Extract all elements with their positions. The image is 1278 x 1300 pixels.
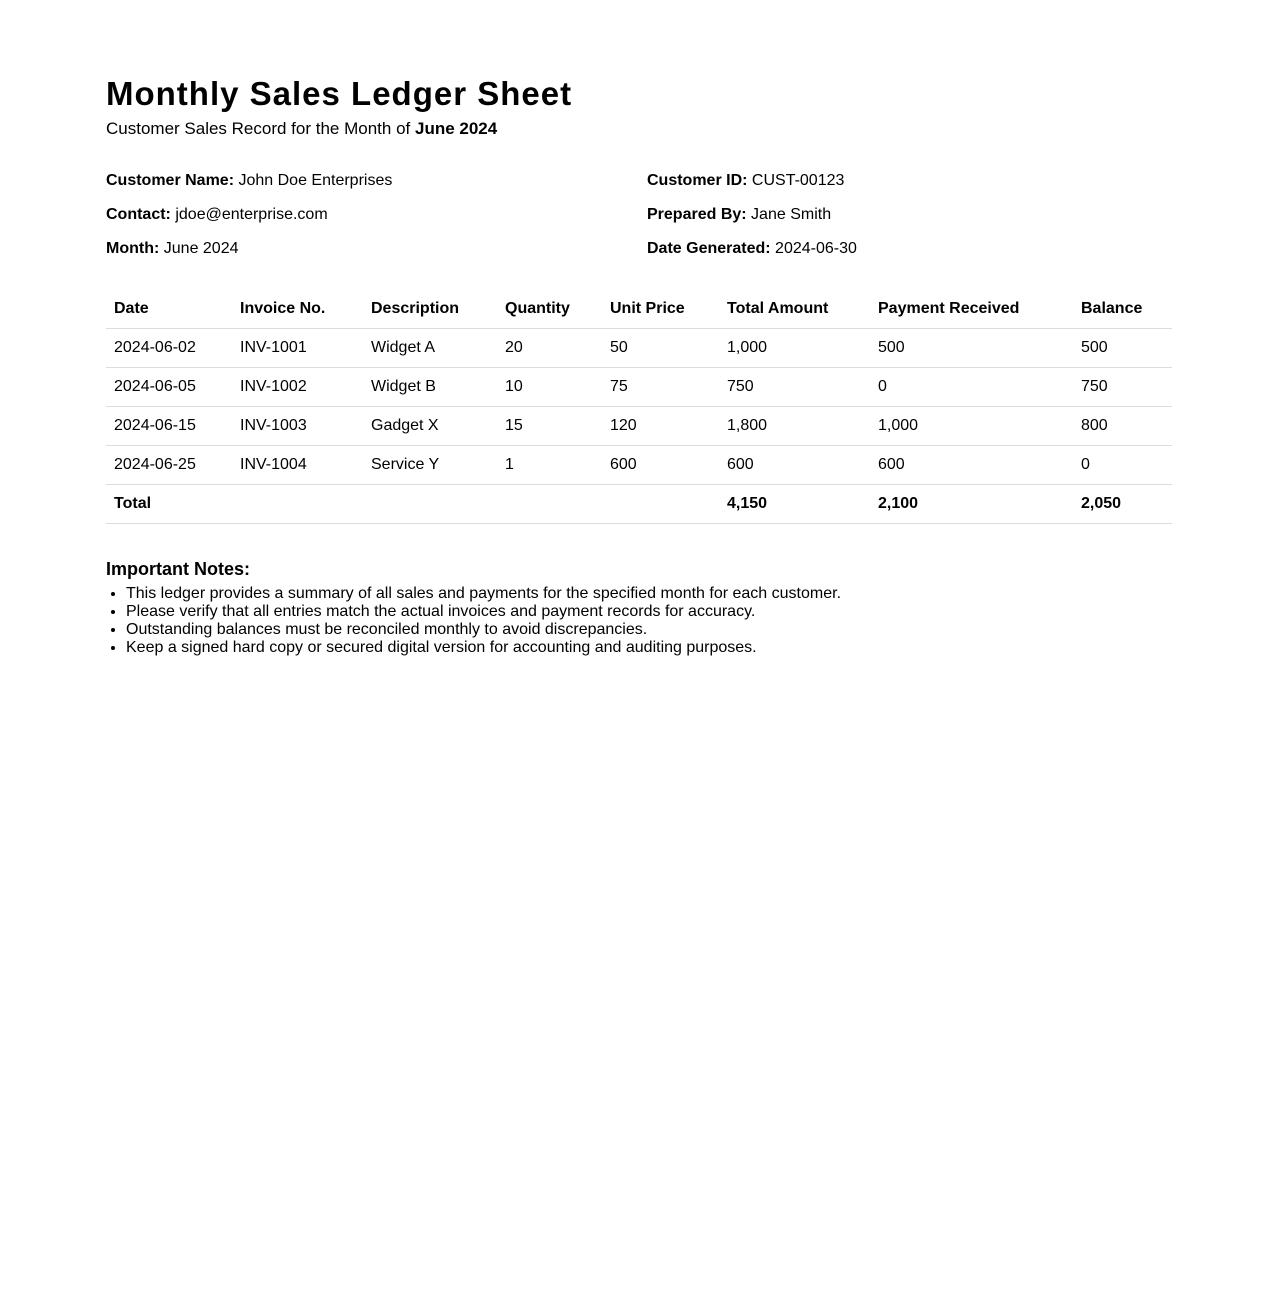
cell-description: Service Y bbox=[363, 446, 497, 485]
table-row bbox=[106, 329, 1172, 368]
cell-unit-price: 120 bbox=[602, 407, 719, 446]
date-generated-value: 2024-06-30 bbox=[775, 240, 857, 257]
contact-value: jdoe@enterprise.com bbox=[175, 206, 328, 223]
table-row bbox=[106, 407, 1172, 446]
notes-list bbox=[106, 585, 1172, 657]
cell-description: Widget A bbox=[363, 329, 497, 368]
contact-field bbox=[106, 204, 647, 226]
list-item: • Please verify that all entries match the actual invoices and payment records for accuracy. bbox=[126, 603, 1172, 621]
notes-heading: Important Notes: bbox=[106, 559, 250, 579]
cell-invoice: INV-1003 bbox=[232, 407, 363, 446]
cell-quantity: 10 bbox=[497, 368, 602, 407]
cell-description: Widget B bbox=[363, 368, 497, 407]
list-item: • This ledger provides a summary of all sales and payments for the specified month for each customer. bbox=[126, 585, 1172, 603]
total-amount-sum: 4,150 bbox=[719, 485, 870, 524]
subtitle-month: June 2024 bbox=[414, 119, 498, 138]
date-generated-label: Date Generated: bbox=[647, 240, 771, 257]
subtitle-text: Customer Sales Record for the Month of bbox=[106, 119, 411, 138]
customer-info bbox=[106, 170, 1172, 260]
customer-id-value: CUST-00123 bbox=[751, 172, 845, 189]
column-header-balance: Balance bbox=[1073, 290, 1172, 329]
cell-payment-received: 0 bbox=[870, 368, 1073, 407]
page-subtitle bbox=[106, 118, 1172, 140]
cell-unit-price: 600 bbox=[602, 446, 719, 485]
cell-unit-price: 75 bbox=[602, 368, 719, 407]
month-field bbox=[106, 238, 647, 260]
page-title: Monthly Sales Ledger Sheet bbox=[106, 75, 573, 112]
contact-label: Contact: bbox=[106, 206, 171, 223]
customer-id-label: Customer ID: bbox=[647, 172, 748, 189]
cell-total-amount: 1,000 bbox=[719, 329, 870, 368]
cell-payment-received: 500 bbox=[870, 329, 1073, 368]
cell-description: Gadget X bbox=[363, 407, 497, 446]
prepared-by-label: Prepared By: bbox=[647, 206, 747, 223]
total-row bbox=[106, 485, 1172, 524]
month-value: June 2024 bbox=[163, 240, 239, 257]
column-header-unit-price: Unit Price bbox=[602, 290, 719, 329]
column-header-payment-received: Payment Received bbox=[870, 290, 1073, 329]
list-item: • Outstanding balances must be reconciled monthly to avoid discrepancies. bbox=[126, 621, 1172, 639]
customer-name-value: John Doe Enterprises bbox=[238, 172, 393, 189]
cell-date: 2024-06-25 bbox=[106, 446, 232, 485]
customer-id-field bbox=[647, 170, 1172, 192]
cell-balance: 0 bbox=[1073, 446, 1172, 485]
total-label: Total bbox=[106, 485, 719, 524]
cell-invoice: INV-1001 bbox=[232, 329, 363, 368]
cell-date: 2024-06-15 bbox=[106, 407, 232, 446]
cell-quantity: 1 bbox=[497, 446, 602, 485]
prepared-by-value: Jane Smith bbox=[751, 206, 832, 223]
table-header-row bbox=[106, 290, 1172, 329]
list-item: • Keep a signed hard copy or secured digital version for accounting and auditing purposes. bbox=[126, 639, 1172, 657]
cell-quantity: 20 bbox=[497, 329, 602, 368]
cell-total-amount: 1,800 bbox=[719, 407, 870, 446]
cell-total-amount: 750 bbox=[719, 368, 870, 407]
cell-balance: 500 bbox=[1073, 329, 1172, 368]
column-header-invoice: Invoice No. bbox=[232, 290, 363, 329]
column-header-description: Description bbox=[363, 290, 497, 329]
date-generated-field bbox=[647, 238, 1172, 260]
cell-total-amount: 600 bbox=[719, 446, 870, 485]
cell-invoice: INV-1002 bbox=[232, 368, 363, 407]
column-header-quantity: Quantity bbox=[497, 290, 602, 329]
cell-invoice: INV-1004 bbox=[232, 446, 363, 485]
cell-quantity: 15 bbox=[497, 407, 602, 446]
customer-name-label: Customer Name: bbox=[106, 172, 235, 189]
table-row bbox=[106, 368, 1172, 407]
cell-balance: 800 bbox=[1073, 407, 1172, 446]
balance-sum: 2,050 bbox=[1073, 485, 1172, 524]
column-header-date: Date bbox=[106, 290, 232, 329]
ledger-table bbox=[106, 290, 1172, 524]
cell-payment-received: 1,000 bbox=[870, 407, 1073, 446]
customer-name-field bbox=[106, 170, 647, 192]
table-row bbox=[106, 446, 1172, 485]
column-header-total-amount: Total Amount bbox=[719, 290, 870, 329]
cell-date: 2024-06-02 bbox=[106, 329, 232, 368]
cell-payment-received: 600 bbox=[870, 446, 1073, 485]
prepared-by-field bbox=[647, 204, 1172, 226]
payment-received-sum: 2,100 bbox=[870, 485, 1073, 524]
cell-balance: 750 bbox=[1073, 368, 1172, 407]
month-label: Month: bbox=[106, 240, 160, 257]
cell-date: 2024-06-05 bbox=[106, 368, 232, 407]
cell-unit-price: 50 bbox=[602, 329, 719, 368]
